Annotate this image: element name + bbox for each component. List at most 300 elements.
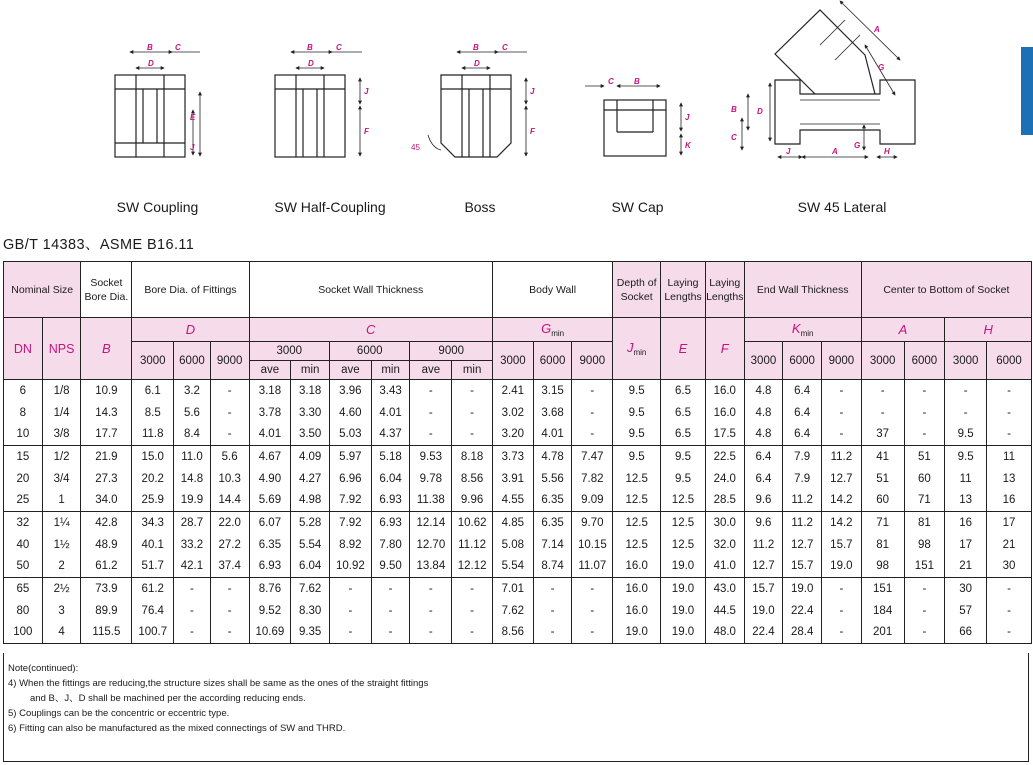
table-cell: 42.1 [174,556,211,578]
table-cell: 2.41 [492,380,533,402]
table-cell: 4.67 [249,446,291,468]
table-cell: 6.35 [533,512,572,534]
table-cell: - [945,380,987,402]
table-cell: 81 [861,534,904,556]
table-row [4,622,1032,644]
table-cell: 3.78 [249,402,291,424]
svg-text:C: C [502,43,508,52]
svg-text:G: G [854,141,861,150]
table-cell: - [822,622,862,644]
table-cell: 37 [861,423,904,445]
table-cell: 8.56 [452,468,493,490]
page-tab-marker [1021,47,1033,135]
table-cell: 19.0 [661,600,706,622]
table-cell: 11.2 [744,534,783,556]
table-cell: 9.6 [744,512,783,534]
table-cell: 3.96 [329,380,371,402]
table-cell: 9.5 [613,446,661,468]
table-cell: - [410,402,452,424]
table-cell: 81 [904,512,945,534]
table-cell: 3 [42,600,81,622]
caption-sw-cap: SW Cap [611,199,664,215]
table-cell: - [210,600,249,622]
technical-drawings [0,0,1033,232]
table-cell: 27.3 [81,468,132,490]
table-cell: 1¼ [42,512,81,534]
table-cell: 44.5 [705,600,744,622]
table-cell: - [822,380,862,402]
table-cell: 10.69 [249,622,291,644]
svg-text:A: A [874,25,880,34]
table-cell: 184 [861,600,904,622]
notes-box [3,653,1029,762]
header-body-wall: Body Wall [492,262,612,318]
table-cell: 51 [861,468,904,490]
table-cell: 11.2 [822,446,862,468]
table-cell: - [410,578,452,600]
table-cell: 3.18 [249,380,291,402]
table-cell: 6.5 [661,380,706,402]
table-cell: 12.5 [661,534,706,556]
table-cell: 11.8 [132,423,174,445]
table-cell: 20.2 [132,468,174,490]
caption-boss: Boss [464,199,496,215]
table-cell: 42.8 [81,512,132,534]
table-cell: 6.35 [533,489,572,511]
table-cell: 19.9 [174,489,211,511]
header-socket-wall: Socket Wall Thickness [249,262,492,318]
table-cell: 61.2 [132,578,174,600]
table-cell: 7.62 [492,600,533,622]
table-row [4,380,1032,402]
table-cell: 60 [904,468,945,490]
table-cell: 28.7 [174,512,211,534]
table-cell: 3/8 [42,423,81,445]
table-cell: - [410,622,452,644]
table-cell: 16 [987,489,1032,511]
table-cell: 66 [945,622,987,644]
table-cell: 13.84 [410,556,452,578]
table-cell: 11 [945,468,987,490]
table-cell: - [572,600,613,622]
table-cell: 11.07 [572,556,613,578]
header-bore-fittings: Bore Dia. of Fittings [132,262,249,318]
table-cell: 1/8 [42,380,81,402]
table-cell: 17 [945,534,987,556]
table-cell: 20 [4,468,43,490]
table-cell: 5.08 [492,534,533,556]
table-cell: 13 [987,468,1032,490]
table-cell: - [904,622,945,644]
table-cell: 5.69 [249,489,291,511]
table-cell: - [410,600,452,622]
table-cell: 14.3 [81,402,132,424]
table-cell: 6.35 [249,534,291,556]
table-cell: - [822,402,862,424]
table-cell: - [904,578,945,600]
sw-half-coupling-drawing [275,52,362,157]
svg-text:J: J [364,87,369,96]
table-cell: - [822,600,862,622]
table-cell: 9.5 [945,446,987,468]
table-cell: 5.54 [291,534,330,556]
table-cell: 8 [4,402,43,424]
sw-45-lateral-drawing [742,1,915,157]
table-cell: 71 [861,512,904,534]
sw-coupling-drawing [115,52,200,157]
table-cell: 9.5 [661,446,706,468]
table-cell: 24.0 [705,468,744,490]
table-cell: 6.93 [371,489,410,511]
table-cell: 7.92 [329,512,371,534]
table-cell: 98 [904,534,945,556]
table-cell: 4.01 [249,423,291,445]
table-cell: 5.54 [492,556,533,578]
table-cell: 48.9 [81,534,132,556]
table-cell: 48.0 [705,622,744,644]
table-cell: 14.2 [822,489,862,511]
table-cell: 5.28 [291,512,330,534]
table-cell: - [904,600,945,622]
table-cell: 7.82 [572,468,613,490]
table-cell: - [210,402,249,424]
table-cell: - [210,622,249,644]
table-cell: 14.8 [174,468,211,490]
table-cell: 1/4 [42,402,81,424]
table-cell: 9.35 [291,622,330,644]
table-cell: 60 [861,489,904,511]
table-cell: 12.14 [410,512,452,534]
sw-cap-drawing [585,86,681,156]
table-cell: 22.4 [783,600,822,622]
caption-sw-coupling: SW Coupling [116,199,199,215]
table-cell: 51.7 [132,556,174,578]
caption-sw-half-coupling: SW Half-Coupling [274,199,386,215]
table-cell: - [452,423,493,445]
table-cell: - [822,578,862,600]
table-cell: 61.2 [81,556,132,578]
table-cell: 11 [987,446,1032,468]
svg-text:F: F [530,127,535,136]
table-cell: 3.02 [492,402,533,424]
table-cell: 115.5 [81,622,132,644]
table-cell: 4.85 [492,512,533,534]
table-cell: 11.38 [410,489,452,511]
table-cell: 19.0 [661,556,706,578]
table-cell: 12.70 [410,534,452,556]
svg-text:G: G [878,63,885,72]
table-cell: 21 [945,556,987,578]
table-cell: 73.9 [81,578,132,600]
table-cell: 6.93 [371,512,410,534]
table-cell: - [572,423,613,445]
table-cell: - [572,622,613,644]
table-cell: 19.0 [613,622,661,644]
table-cell: 1/2 [42,446,81,468]
table-cell: 16 [945,512,987,534]
table-cell: 12.7 [822,468,862,490]
table-cell: - [371,600,410,622]
table-cell: 6.4 [744,446,783,468]
table-cell: 15.0 [132,446,174,468]
table-cell: 22.4 [744,622,783,644]
table-cell: 7.14 [533,534,572,556]
angle-label: 45 [411,143,420,152]
table-cell: - [987,578,1032,600]
table-cell: 4.8 [744,380,783,402]
table-cell: 9.78 [410,468,452,490]
table-cell: 3.73 [492,446,533,468]
svg-text:D: D [757,107,763,116]
table-cell: 19.0 [783,578,822,600]
table-cell: 12.5 [613,489,661,511]
table-cell: - [987,402,1032,424]
table-cell: 32.0 [705,534,744,556]
table-cell: 6.4 [783,423,822,445]
table-cell: 30 [945,578,987,600]
table-cell: - [410,380,452,402]
table-cell: 100.7 [132,622,174,644]
table-cell: 10.15 [572,534,613,556]
table-cell: 16.0 [613,600,661,622]
table-cell: 28.4 [783,622,822,644]
table-cell: 17 [987,512,1032,534]
table-cell: 15.7 [822,534,862,556]
svg-text:F: F [364,127,369,136]
table-cell: 9.5 [613,402,661,424]
table-cell: 4.98 [291,489,330,511]
table-cell: 5.6 [174,402,211,424]
table-cell: 65 [4,578,43,600]
table-cell: 5.97 [329,446,371,468]
svg-text:J: J [530,87,535,96]
table-cell: - [174,578,211,600]
table-cell: 40 [4,534,43,556]
table-cell: 151 [904,556,945,578]
table-cell: 3.30 [291,402,330,424]
table-cell: 6.96 [329,468,371,490]
table-row [4,446,1032,468]
table-cell: 4.55 [492,489,533,511]
table-cell: 1 [42,489,81,511]
table-cell: 7.01 [492,578,533,600]
table-row [4,600,1032,622]
table-cell: - [371,622,410,644]
table-row [4,534,1032,556]
table-cell: - [371,578,410,600]
table-cell: 4.90 [249,468,291,490]
table-cell: 17.7 [81,423,132,445]
table-cell: 8.18 [452,446,493,468]
table-row [4,402,1032,424]
svg-text:B: B [634,77,640,86]
svg-text:D: D [474,59,480,68]
table-cell: 41.0 [705,556,744,578]
table-row [4,468,1032,490]
svg-text:J: J [786,147,791,156]
table-cell: 7.9 [783,446,822,468]
table-cell: - [329,578,371,600]
table-cell: 98 [861,556,904,578]
table-cell: - [987,380,1032,402]
table-cell: - [987,622,1032,644]
table-cell: 12.5 [613,468,661,490]
table-cell: 9.5 [613,423,661,445]
table-cell: 11.2 [783,489,822,511]
table-cell: 3.50 [291,423,330,445]
table-cell: 21.9 [81,446,132,468]
table-cell: 9.5 [945,423,987,445]
table-cell: - [533,578,572,600]
standard-reference: GB/T 14383、ASME B16.11 [3,237,195,253]
table-cell: 7.47 [572,446,613,468]
table-cell: 33.2 [174,534,211,556]
table-cell: 5.6 [210,446,249,468]
table-cell: 19.0 [822,556,862,578]
table-cell: 43.0 [705,578,744,600]
table-cell: 9.53 [410,446,452,468]
table-cell: - [861,380,904,402]
table-cell: 8.56 [492,622,533,644]
note-4: 4) When the fittings are reducing,the structure sizes shall be same as the ones of the straight fittings [8,678,429,689]
svg-text:C: C [336,43,342,52]
table-cell: 51 [904,446,945,468]
table-cell: 7.92 [329,489,371,511]
table-cell: 8.4 [174,423,211,445]
table-cell: 12.7 [783,534,822,556]
table-cell: 37.4 [210,556,249,578]
table-cell: 15 [4,446,43,468]
table-cell: 3/4 [42,468,81,490]
table-cell: 10 [4,423,43,445]
table-cell: 12.5 [661,512,706,534]
table-cell: 7.9 [783,468,822,490]
svg-text:K: K [685,141,691,150]
table-cell: 4.01 [533,423,572,445]
svg-text:D: D [148,59,154,68]
table-cell: 3.68 [533,402,572,424]
table-cell: 13 [945,489,987,511]
table-cell: 8.30 [291,600,330,622]
table-cell: 10.92 [329,556,371,578]
header-end-wall: End Wall Thickness [744,262,861,318]
table-cell: 3.15 [533,380,572,402]
table-cell: 19.0 [744,600,783,622]
svg-text:B: B [731,105,737,114]
table-cell: - [210,380,249,402]
table-cell: 11.2 [783,512,822,534]
svg-text:E: E [190,113,196,122]
table-cell: 3.43 [371,380,410,402]
table-cell: 12.12 [452,556,493,578]
table-cell: 6.4 [744,468,783,490]
table-cell: 22.0 [210,512,249,534]
table-cell: 71 [904,489,945,511]
table-cell: 76.4 [132,600,174,622]
table-cell: 6.04 [291,556,330,578]
table-cell: 25 [4,489,43,511]
table-cell: 4.8 [744,402,783,424]
table-cell: 10.9 [81,380,132,402]
svg-text:C: C [175,43,181,52]
table-cell: 100 [4,622,43,644]
table-cell: 9.52 [249,600,291,622]
table-cell: 34.3 [132,512,174,534]
svg-text:C: C [731,133,737,142]
table-cell: - [210,578,249,600]
table-cell: - [452,380,493,402]
table-cell: - [210,423,249,445]
table-cell: 5.56 [533,468,572,490]
table-cell: 16.0 [705,380,744,402]
table-cell: 8.92 [329,534,371,556]
table-row [4,556,1032,578]
table-cell: 4.27 [291,468,330,490]
table-cell: 25.9 [132,489,174,511]
table-cell: 10.3 [210,468,249,490]
table-row [4,578,1032,600]
table-cell: 6.04 [371,468,410,490]
table-cell: - [533,600,572,622]
table-cell: 6.93 [249,556,291,578]
table-cell: - [861,402,904,424]
table-cell: 3.2 [174,380,211,402]
table-cell: - [410,423,452,445]
table-cell: - [174,622,211,644]
table-cell: - [904,402,945,424]
spec-table-body [4,380,1032,644]
table-cell: 6.1 [132,380,174,402]
table-cell: 7.80 [371,534,410,556]
table-cell: 11.12 [452,534,493,556]
table-cell: 40.1 [132,534,174,556]
table-cell: 17.5 [705,423,744,445]
table-cell: - [329,600,371,622]
table-cell: 57 [945,600,987,622]
svg-text:B: B [307,43,313,52]
table-cell: - [452,578,493,600]
svg-text:B: B [473,43,479,52]
table-cell: 6 [4,380,43,402]
table-cell: 22.5 [705,446,744,468]
svg-text:H: H [884,147,890,156]
table-cell: 2½ [42,578,81,600]
svg-text:J: J [685,113,690,122]
table-cell: - [904,423,945,445]
table-cell: 19.0 [661,622,706,644]
table-cell: 15.7 [744,578,783,600]
table-cell: - [572,402,613,424]
table-cell: - [987,423,1032,445]
table-cell: 8.5 [132,402,174,424]
table-cell: 12.7 [744,556,783,578]
table-cell: 27.2 [210,534,249,556]
svg-text:D: D [308,59,314,68]
table-cell: 6.4 [783,402,822,424]
table-cell: - [452,600,493,622]
svg-text:J: J [190,143,195,152]
table-cell: 6.4 [783,380,822,402]
table-cell: 6.5 [661,423,706,445]
table-cell: 3.20 [492,423,533,445]
table-cell: 89.9 [81,600,132,622]
table-cell: 4.60 [329,402,371,424]
table-cell: - [822,423,862,445]
header-nominal-size: Nominal Size [4,262,81,318]
table-cell: 9.96 [452,489,493,511]
table-cell: 4.01 [371,402,410,424]
table-cell: - [174,600,211,622]
